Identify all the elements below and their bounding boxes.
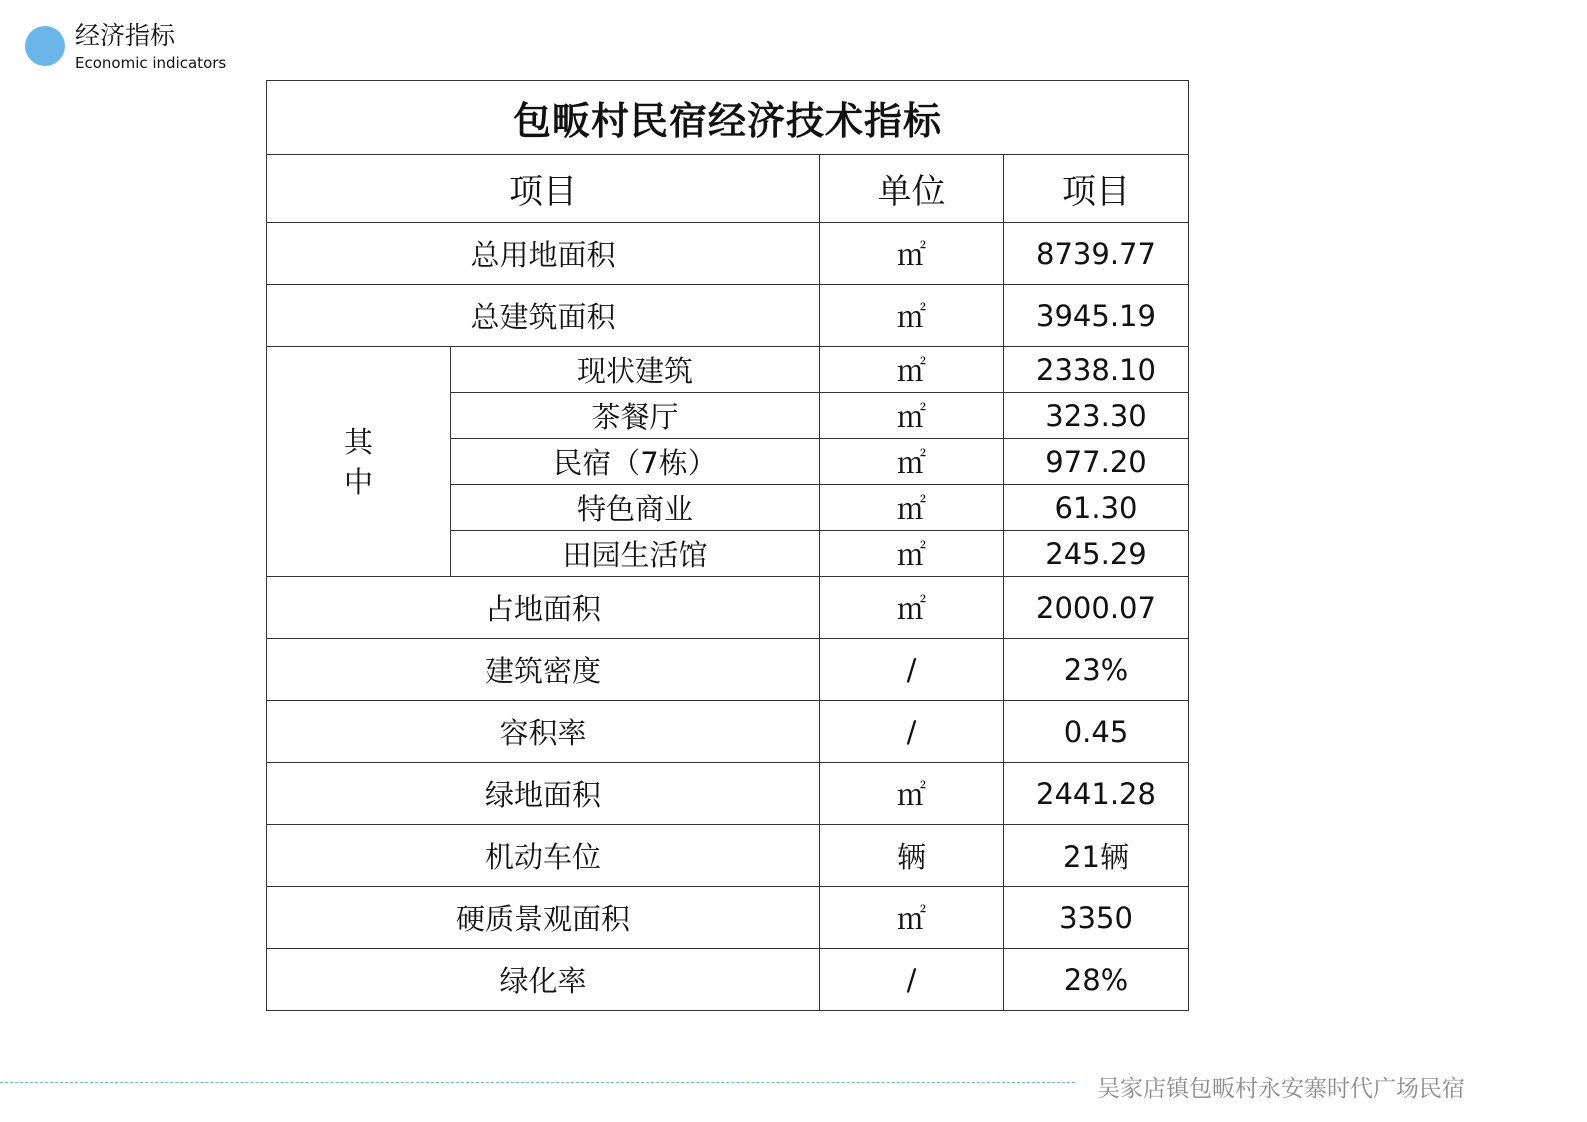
- column-header-unit: 单位: [820, 155, 1004, 223]
- table-row: [267, 701, 1189, 763]
- row-unit: ㎡: [820, 531, 1004, 577]
- table-row: [267, 639, 1189, 701]
- economic-indicators-table: [266, 80, 1189, 1011]
- table-row: [267, 825, 1189, 887]
- page-subtitle: Economic indicators: [75, 54, 227, 72]
- table-row: [267, 347, 1189, 393]
- page-title: 经济指标: [75, 21, 176, 50]
- sub-row-item: 现状建筑: [451, 347, 820, 393]
- row-unit: /: [820, 639, 1004, 701]
- row-unit: ㎡: [820, 285, 1004, 347]
- sub-row-item: 田园生活馆: [451, 531, 820, 577]
- row-value: 2000.07: [1004, 577, 1189, 639]
- row-value: 21辆: [1004, 825, 1189, 887]
- footer-project-name: 吴家店镇包畈村永安寨时代广场民宿: [1097, 1076, 1465, 1102]
- row-unit: ㎡: [820, 887, 1004, 949]
- table-title: 包畈村民宿经济技术指标: [267, 81, 1189, 155]
- table-row: [267, 223, 1189, 285]
- row-value: 3945.19: [1004, 285, 1189, 347]
- row-unit: 辆: [820, 825, 1004, 887]
- table-row: [267, 577, 1189, 639]
- table-row: [267, 285, 1189, 347]
- footer-divider: [0, 1082, 1075, 1083]
- table-row: [267, 887, 1189, 949]
- column-header-item: 项目: [267, 155, 820, 223]
- row-value: 0.45: [1004, 701, 1189, 763]
- sub-row-item: 特色商业: [451, 485, 820, 531]
- row-value: 28%: [1004, 949, 1189, 1011]
- row-unit: ㎡: [820, 763, 1004, 825]
- row-value: 245.29: [1004, 531, 1189, 577]
- row-unit: ㎡: [820, 485, 1004, 531]
- row-value: 977.20: [1004, 439, 1189, 485]
- sub-row-item: 茶餐厅: [451, 393, 820, 439]
- row-value: 23%: [1004, 639, 1189, 701]
- row-value: 8739.77: [1004, 223, 1189, 285]
- row-value: 3350: [1004, 887, 1189, 949]
- row-value: 61.30: [1004, 485, 1189, 531]
- row-item: 硬质景观面积: [267, 887, 820, 949]
- row-item: 机动车位: [267, 825, 820, 887]
- row-item: 绿化率: [267, 949, 820, 1011]
- header-dot-icon: [25, 26, 65, 66]
- row-unit: ㎡: [820, 439, 1004, 485]
- row-unit: ㎡: [820, 223, 1004, 285]
- group-label-char: 中: [343, 464, 373, 499]
- sub-row-item: 民宿（7栋）: [451, 439, 820, 485]
- row-value: 2441.28: [1004, 763, 1189, 825]
- table-row: [267, 763, 1189, 825]
- row-item: 占地面积: [267, 577, 820, 639]
- row-unit: ㎡: [820, 393, 1004, 439]
- row-item: 绿地面积: [267, 763, 820, 825]
- row-value: 2338.10: [1004, 347, 1189, 393]
- group-label-char: 其: [343, 424, 373, 459]
- row-unit: /: [820, 949, 1004, 1011]
- row-item: 总建筑面积: [267, 285, 820, 347]
- row-unit: ㎡: [820, 347, 1004, 393]
- group-label: [267, 347, 451, 577]
- row-item: 容积率: [267, 701, 820, 763]
- column-header-value: 项目: [1004, 155, 1189, 223]
- table-row: [267, 949, 1189, 1011]
- row-item: 建筑密度: [267, 639, 820, 701]
- row-unit: ㎡: [820, 577, 1004, 639]
- row-item: 总用地面积: [267, 223, 820, 285]
- row-value: 323.30: [1004, 393, 1189, 439]
- row-unit: /: [820, 701, 1004, 763]
